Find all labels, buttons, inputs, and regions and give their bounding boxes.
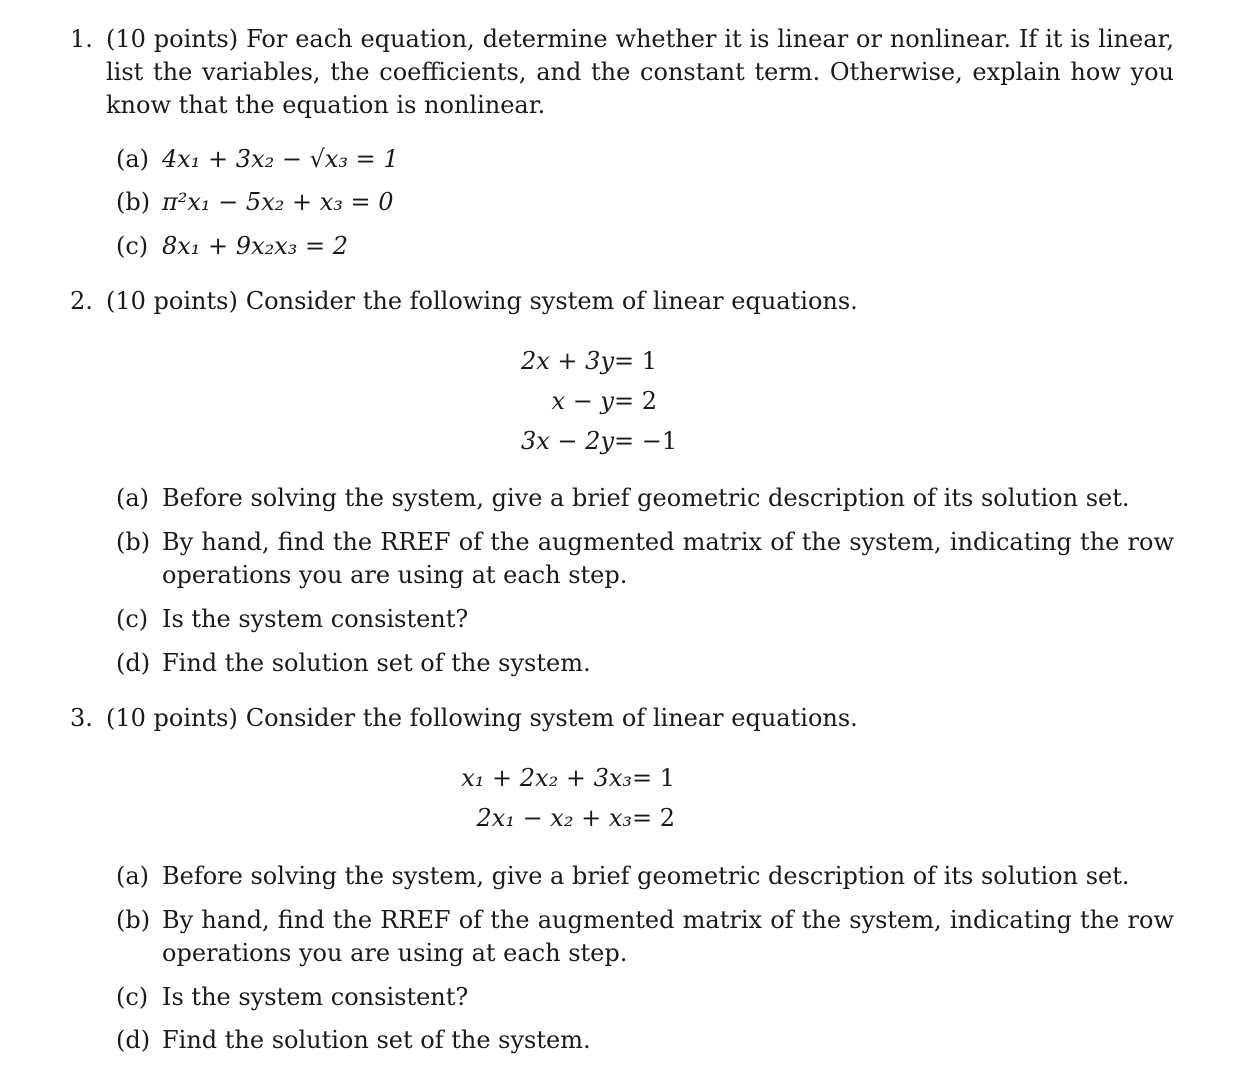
equation-lhs: 2x₁ − x₂ + x₃ — [476, 804, 632, 832]
equation-row — [70, 421, 1174, 461]
part-text: Find the solution set of the system. — [162, 1026, 591, 1054]
part-2d — [116, 647, 1174, 680]
part-label: (a) — [116, 862, 150, 890]
part-2a — [116, 482, 1174, 515]
part-3d — [116, 1024, 1174, 1057]
problem-points: (10 points) — [106, 287, 238, 315]
part-2b — [116, 526, 1174, 592]
problem-statement — [106, 285, 1174, 318]
equation-lhs: x₁ + 2x₂ + 3x₃ — [461, 764, 632, 792]
problem-number: 1. — [70, 25, 93, 53]
problem-2 — [70, 285, 1174, 677]
part-text: Find the solution set of the system. — [162, 649, 591, 677]
problem-text: Consider the following system of linear equations. — [245, 287, 858, 315]
problem-text: Consider the following system of linear equations. — [245, 704, 858, 732]
problem-1 — [70, 23, 1174, 260]
part-label: (c) — [116, 232, 149, 260]
part-label: (d) — [116, 649, 151, 677]
problem-text: For each equation, determine whether it is linear or nonlinear. If it is linear, list the variables, the coefficients, and the constant term. Otherwise, explain how you know that the equation is nonlinear. — [106, 25, 1174, 119]
part-label: (b) — [116, 188, 151, 216]
equation-row — [70, 341, 1174, 381]
equation-lhs: 3x − 2y — [521, 427, 614, 455]
part-3c — [116, 981, 1174, 1014]
part-text: By hand, find the RREF of the augmented matrix of the system, indicating the row operations you are using at each step. — [162, 906, 1174, 967]
equation-lhs: x − y — [551, 387, 614, 415]
equation-rhs: = 1 — [632, 764, 676, 792]
part-1c — [116, 230, 1174, 263]
problem-statement — [106, 702, 1174, 735]
equation-row — [70, 798, 1174, 838]
part-label: (a) — [116, 484, 150, 512]
equation-rhs: = 2 — [614, 387, 658, 415]
equation-row — [70, 381, 1174, 421]
part-text: Is the system consistent? — [162, 605, 469, 633]
equation-system — [70, 341, 1174, 461]
equation-system — [70, 758, 1174, 838]
part-label: (c) — [116, 605, 149, 633]
part-text: Before solving the system, give a brief geometric description of its solution set. — [162, 862, 1130, 890]
part-label: (c) — [116, 983, 149, 1011]
part-2c — [116, 603, 1174, 636]
equation: π²x₁ − 5x₂ + x₃ = 0 — [162, 188, 394, 216]
part-label: (b) — [116, 906, 151, 934]
part-text: Before solving the system, give a brief geometric description of its solution set. — [162, 484, 1130, 512]
equation-rhs: = 2 — [632, 804, 676, 832]
part-text: Is the system consistent? — [162, 983, 469, 1011]
equation: 4x₁ + 3x₂ − √x₃ = 1 — [162, 145, 399, 173]
equation-lhs: 2x + 3y — [521, 347, 614, 375]
problem-3 — [70, 702, 1174, 1054]
equation: 8x₁ + 9x₂x₃ = 2 — [162, 232, 349, 260]
equation-rhs: = −1 — [614, 427, 678, 455]
part-3a — [116, 860, 1174, 893]
problem-number: 3. — [70, 704, 93, 732]
part-label: (a) — [116, 145, 150, 173]
part-label: (b) — [116, 528, 151, 556]
equation-rhs: = 1 — [614, 347, 658, 375]
problem-points: (10 points) — [106, 704, 238, 732]
equation-row — [70, 758, 1174, 798]
problem-statement — [106, 23, 1174, 122]
part-label: (d) — [116, 1026, 151, 1054]
part-3b — [116, 904, 1174, 970]
part-1b — [116, 186, 1174, 219]
problem-points: (10 points) — [106, 25, 239, 53]
part-1a — [116, 143, 1174, 176]
problem-number: 2. — [70, 287, 93, 315]
part-text: By hand, find the RREF of the augmented matrix of the system, indicating the row operations you are using at each step. — [162, 528, 1174, 589]
